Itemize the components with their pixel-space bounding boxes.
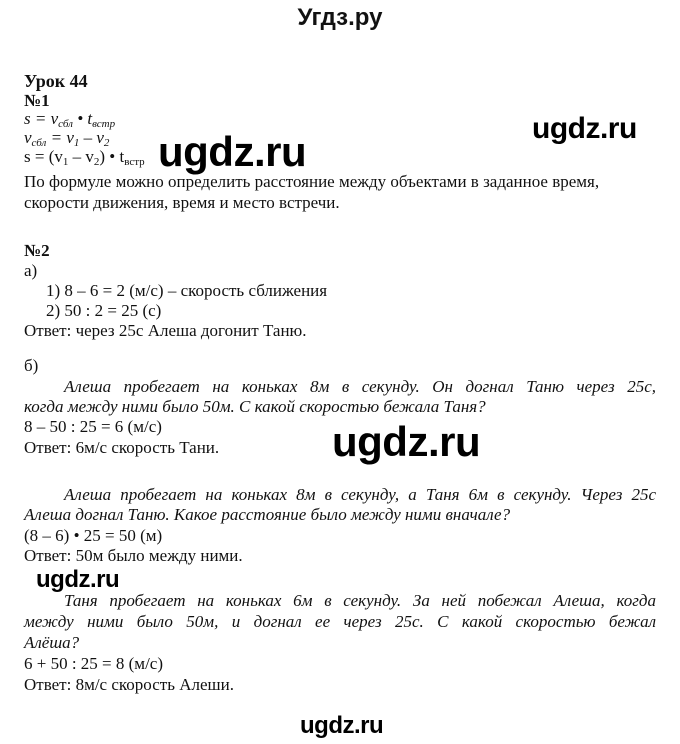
problem-2-line-2: Алеша догнал Таню. Какое расстояние было между ними вначале? — [24, 505, 511, 524]
task1-formula-1: $s = v_{сбл}$ • $t_{встр}$ — [24, 109, 116, 130]
watermark: ugdz.ru — [36, 566, 120, 593]
task2-part-a-answer: Ответ: через 25с Алеша догонит Таню. — [24, 321, 307, 340]
task2-part-a-label: а) — [24, 261, 38, 280]
problem-1-line-2: когда между ними было 50м. С какой скоростью бежала Таня? — [24, 397, 486, 416]
problem-2-solution: (8 – 6) • 25 = 50 (м) — [24, 526, 163, 545]
task2-part-a-step-2: 2) 50 : 2 = 25 (с) — [46, 301, 162, 320]
site-title: Угдз.ру — [297, 4, 383, 31]
problem-2-line-1: Алеша пробегает на коньках 8м в секунду, а Таня 6м в секунду. Через 25с — [64, 485, 656, 504]
task1-formula-3: $s = (v_1 - v_2)$ • $t_{встр}$ — [24, 147, 145, 168]
watermark: ugdz.ru — [532, 112, 637, 145]
task1-text-line-1: По формуле можно определить расстояние между объектами в заданное время, — [24, 172, 600, 191]
problem-3-line-1: Таня пробегает на коньках 6м в секунду. За ней побежал Алеша, когда — [64, 591, 656, 610]
problem-3-answer: Ответ: 8м/с скорость Алеши. — [24, 675, 234, 694]
problem-3-line-2: между ними было 50м, и догнал ее через 25с. С какой скоростью бежал — [24, 612, 656, 631]
task2-part-b-label: б) — [24, 356, 39, 375]
watermark: ugdz.ru — [300, 712, 384, 739]
problem-3-solution: 6 + 50 : 25 = 8 (м/с) — [24, 654, 163, 673]
lesson-title: Урок 44 — [24, 71, 88, 91]
task1-text-line-2: скорости движения, время и место встречи. — [24, 193, 340, 212]
task2-number: №2 — [24, 241, 50, 260]
task1-formula-2: $v_{сбл} = v_1 - v_2$ — [24, 128, 110, 149]
problem-3-line-3: Алёша? — [24, 633, 80, 652]
problem-1-answer: Ответ: 6м/с скорость Тани. — [24, 438, 220, 457]
task2-part-a-step-1: 1) 8 – 6 = 2 (м/с) – скорость сближения — [46, 281, 328, 300]
problem-1-solution: 8 – 50 : 25 = 6 (м/с) — [24, 417, 162, 436]
problem-1-line-1: Алеша пробегает на коньках 8м в секунду. Он догнал Таню через 25с, — [64, 377, 656, 396]
task1-number: №1 — [24, 91, 50, 110]
watermark: ugdz.ru — [332, 418, 481, 465]
problem-2-answer: Ответ: 50м было между ними. — [24, 546, 243, 565]
watermark: ugdz.ru — [158, 128, 307, 175]
